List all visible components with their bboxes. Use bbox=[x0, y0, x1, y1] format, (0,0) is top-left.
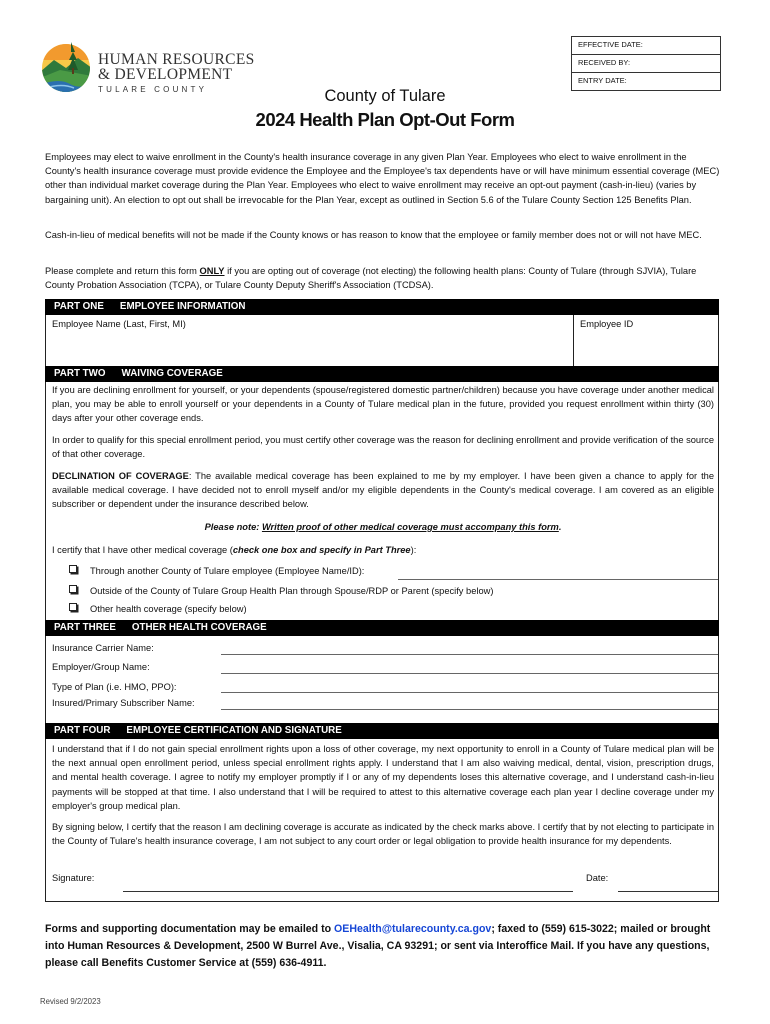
plan-type-label: Type of Plan (i.e. HMO, PPO): bbox=[52, 682, 177, 692]
effective-date-field[interactable]: EFFECTIVE DATE: bbox=[572, 37, 720, 55]
form-title: 2024 Health Plan Opt-Out Form bbox=[255, 109, 515, 130]
note-end: . bbox=[558, 522, 562, 532]
part-two-number: PART TWO bbox=[54, 368, 106, 379]
intro-paragraph-3 bbox=[45, 264, 720, 292]
date-input[interactable] bbox=[618, 891, 718, 892]
intro-p3-text: Please complete and return this form bbox=[45, 266, 200, 276]
entry-date-field[interactable]: ENTRY DATE: bbox=[572, 73, 720, 91]
county-employee-name-line[interactable] bbox=[398, 579, 718, 580]
county-title: County of Tulare bbox=[324, 87, 446, 105]
only-emphasis: ONLY bbox=[199, 266, 225, 276]
proof-note bbox=[52, 520, 714, 534]
office-use-date-box bbox=[571, 36, 721, 91]
certify-instruction: check one box and specify in Part Three bbox=[232, 545, 411, 555]
option-county-employee-label: Through another County of Tulare employee (Employee Name/ID): bbox=[90, 566, 365, 576]
plan-type-input[interactable] bbox=[221, 692, 718, 693]
org-line-2: & DEVELOPMENT bbox=[98, 66, 233, 83]
part-one-number: PART ONE bbox=[54, 301, 104, 312]
part-three-header bbox=[45, 620, 719, 636]
intro-paragraph-1: Employees may elect to waive enrollment in the County's health insurance coverage in any given Plan Year. Employees who elect to waive enrollment in the County's health insurance coverage must provide evidence the Employee and the Employee's tax dependents have or will have minimum essential coverage (MEC) other than individual market coverage during the Plan Year. Employees who elect to waive enrollment may receive an opt-out payment (cash-in-lieu) (varies by bargaining unit). An election to opt out shall be irrevocable for the Plan Year, except as outlined in Section 5.6 of the Tulare County Section 125 Benefits Plan. bbox=[45, 152, 720, 205]
note-label: Please note: bbox=[204, 522, 262, 532]
employee-name-input[interactable] bbox=[46, 333, 573, 365]
employer-group-label: Employer/Group Name: bbox=[52, 662, 150, 672]
tulare-county-hrd-logo-icon bbox=[40, 38, 92, 94]
note-text: Written proof of other medical coverage must accompany this form bbox=[261, 522, 559, 532]
certify-text-a: I certify that I have other medical coverage ( bbox=[52, 545, 233, 555]
part-two-paragraph-2: In order to qualify for this special enrollment period, you must certify other coverage was the reason for declining enrollment and provide verification of the source of that other coverage. bbox=[52, 435, 714, 460]
checkbox-outside-plan[interactable] bbox=[69, 585, 77, 593]
date-label: Date: bbox=[586, 873, 609, 883]
declination-paragraph bbox=[52, 469, 714, 512]
part-four-paragraph-1: I understand that if I do not gain special enrollment rights upon a loss of other coverage, my next opportunity to enroll in a County of Tulare medical plan will be the next annual open enrollment period, unless special enrollment rights apply. I understand that I am also waiving medical, dental, vision, prescription drugs, and mental health coverage. I agree to notify my employer promptly if I or any of my dependents loses this alternative coverage, and I understand cash-in-lieu payments will be stopped at that time. I also understand that I will be required to attest to this alternative coverage each plan year I decline coverage under my employer's group medical plan. bbox=[52, 744, 714, 811]
signature-label: Signature: bbox=[52, 873, 95, 883]
part-one-header bbox=[45, 299, 719, 315]
employee-id-label: Employee ID bbox=[580, 319, 634, 329]
declination-label: DECLINATION OF COVERAGE bbox=[52, 471, 189, 481]
part-one-title: EMPLOYEE INFORMATION bbox=[119, 301, 246, 312]
part-two-header bbox=[45, 366, 719, 382]
subscriber-name-label: Insured/Primary Subscriber Name: bbox=[52, 698, 195, 708]
signature-input[interactable] bbox=[123, 891, 573, 892]
org-line-3: TULARE COUNTY bbox=[98, 85, 208, 94]
part-four-paragraph-2: By signing below, I certify that the reason I am declining coverage is accurate as indicated by the check marks above. I certify that by not electing to participate in the County of Tulare's health insurance coverage, I am not subject to any court order or legal obligation to provide health insurance for my dependents. bbox=[52, 822, 714, 847]
email-link[interactable]: OEHealth@tularecounty.ca.gov bbox=[334, 923, 492, 935]
certify-text-c: ): bbox=[410, 545, 417, 555]
employee-name-label: Employee Name (Last, First, MI) bbox=[52, 319, 186, 329]
employer-group-input[interactable] bbox=[221, 673, 718, 674]
insurance-carrier-label: Insurance Carrier Name: bbox=[52, 643, 154, 653]
part-three-title: OTHER HEALTH COVERAGE bbox=[131, 622, 267, 633]
part-three-number: PART THREE bbox=[54, 622, 116, 633]
checkbox-county-employee[interactable] bbox=[69, 565, 77, 573]
submission-instructions bbox=[45, 921, 725, 971]
insurance-carrier-input[interactable] bbox=[221, 654, 718, 655]
footer-text-b: ; faxed to (559) 615-3022; mailed or brought into Human Resources & Development, 2500 W Burrel Ave., Visalia, CA 93291; or sent via Interoffice Mail. If you have any questions, please call Benefits Customer Service at (559) 636-4911. bbox=[45, 923, 711, 969]
declination-text: : The available medical coverage has been explained to me by my employer. I have been given a chance to apply for the available medical coverage. I have decided not to enroll myself and/or my eligible dependents in the County's medical coverage. I am covered as an eligible subscriber or dependent under the insurance described below. bbox=[52, 471, 714, 510]
certify-line bbox=[52, 543, 714, 557]
checkbox-other-coverage[interactable] bbox=[69, 603, 77, 611]
option-other-coverage-label: Other health coverage (specify below) bbox=[90, 604, 247, 614]
org-line-1: HUMAN RESOURCES bbox=[98, 51, 255, 68]
intro-p3-text-2: if you are opting out of coverage (not electing) the following health plans: County of Tulare (through SJVIA), Tulare County Probation Association (TCPA), or Tulare County Deputy Sheriff's Association (TCDSA). bbox=[45, 266, 697, 291]
part-two-title: WAIVING COVERAGE bbox=[121, 368, 223, 379]
intro-paragraph-2: Cash-in-lieu of medical benefits will not be made if the County knows or has reason to know that the employee or family member does not or will not have MEC. bbox=[45, 230, 702, 240]
part-two-paragraph-1: If you are declining enrollment for yourself, or your dependents (spouse/registered domestic partner/children) because you have coverage under another medical plan, you may be able to enroll yourself or your dependents in a County of Tulare medical plan in the future, provided you request enrollment within thirty (30) days after your other coverage ends. bbox=[52, 385, 714, 424]
received-by-field[interactable]: RECEIVED BY: bbox=[572, 55, 720, 73]
option-outside-plan-label: Outside of the County of Tulare Group Health Plan through Spouse/RDP or Parent (specify below) bbox=[90, 586, 494, 596]
part-four-title: EMPLOYEE CERTIFICATION AND SIGNATURE bbox=[126, 725, 342, 736]
revised-date: Revised 9/2/2023 bbox=[40, 997, 101, 1006]
part-four-header bbox=[45, 723, 719, 739]
employee-id-input[interactable] bbox=[574, 333, 718, 365]
part-four-number: PART FOUR bbox=[54, 725, 111, 736]
footer-text-a: Forms and supporting documentation may be emailed to bbox=[45, 923, 335, 935]
subscriber-name-input[interactable] bbox=[221, 709, 718, 710]
